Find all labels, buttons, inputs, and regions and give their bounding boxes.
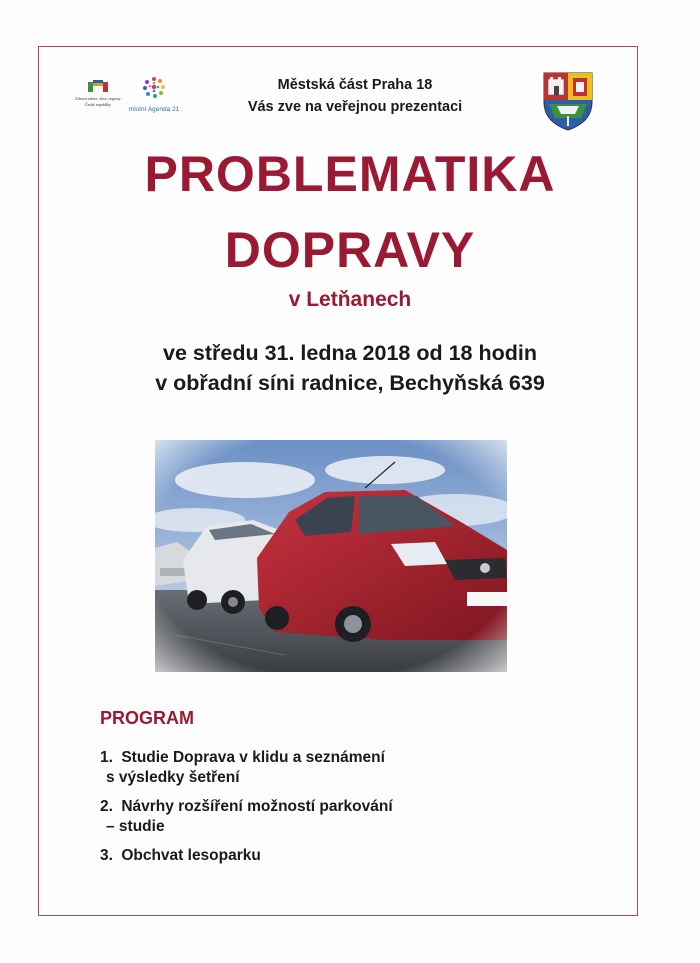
event-date: ve středu 31. ledna 2018 od 18 hodin: [163, 341, 537, 365]
program-item-continuation: – studie: [106, 818, 165, 835]
agenda21-caption: místní Agenda 21: [128, 106, 180, 113]
program-item-3: [100, 846, 480, 866]
header-line-1: Městská část Praha 18: [277, 77, 433, 93]
title-line-2: DOPRAVY: [224, 222, 476, 278]
healthy-cities-logo: [68, 78, 128, 112]
healthy-cities-caption-1: Zdravá města, obce, regiony: [75, 96, 121, 101]
header-line-2: Vás zve na veřejnou prezentaci: [247, 99, 463, 115]
title-line-1: PROBLEMATIKA: [144, 146, 556, 202]
event-place: v obřadní síni radnice, Bechyňská 639: [155, 371, 545, 395]
coat-of-arms-icon: [541, 70, 595, 132]
program-item-text: Návrhy rozšíření možností parkování: [121, 798, 393, 815]
program-item-2: [100, 797, 480, 837]
program-heading: PROGRAM: [100, 708, 194, 728]
program-item-number: 1.: [100, 749, 113, 766]
header: [190, 74, 520, 118]
program-item-text: Studie Doprava v klidu a seznámení: [121, 749, 385, 766]
cars-photo: [155, 440, 507, 672]
program-item-1: [100, 748, 480, 788]
subtitle: v Letňanech: [288, 288, 412, 311]
program-item-text: Obchvat lesoparku: [121, 847, 261, 864]
healthy-cities-caption-2: České republiky: [84, 102, 112, 107]
program-item-number: 3.: [100, 847, 113, 864]
program-list: [100, 748, 480, 875]
event-details: [0, 338, 700, 398]
program-item-continuation: s výsledky šetření: [106, 769, 240, 786]
program-item-number: 2.: [100, 798, 113, 815]
agenda21-logo: [128, 74, 180, 116]
